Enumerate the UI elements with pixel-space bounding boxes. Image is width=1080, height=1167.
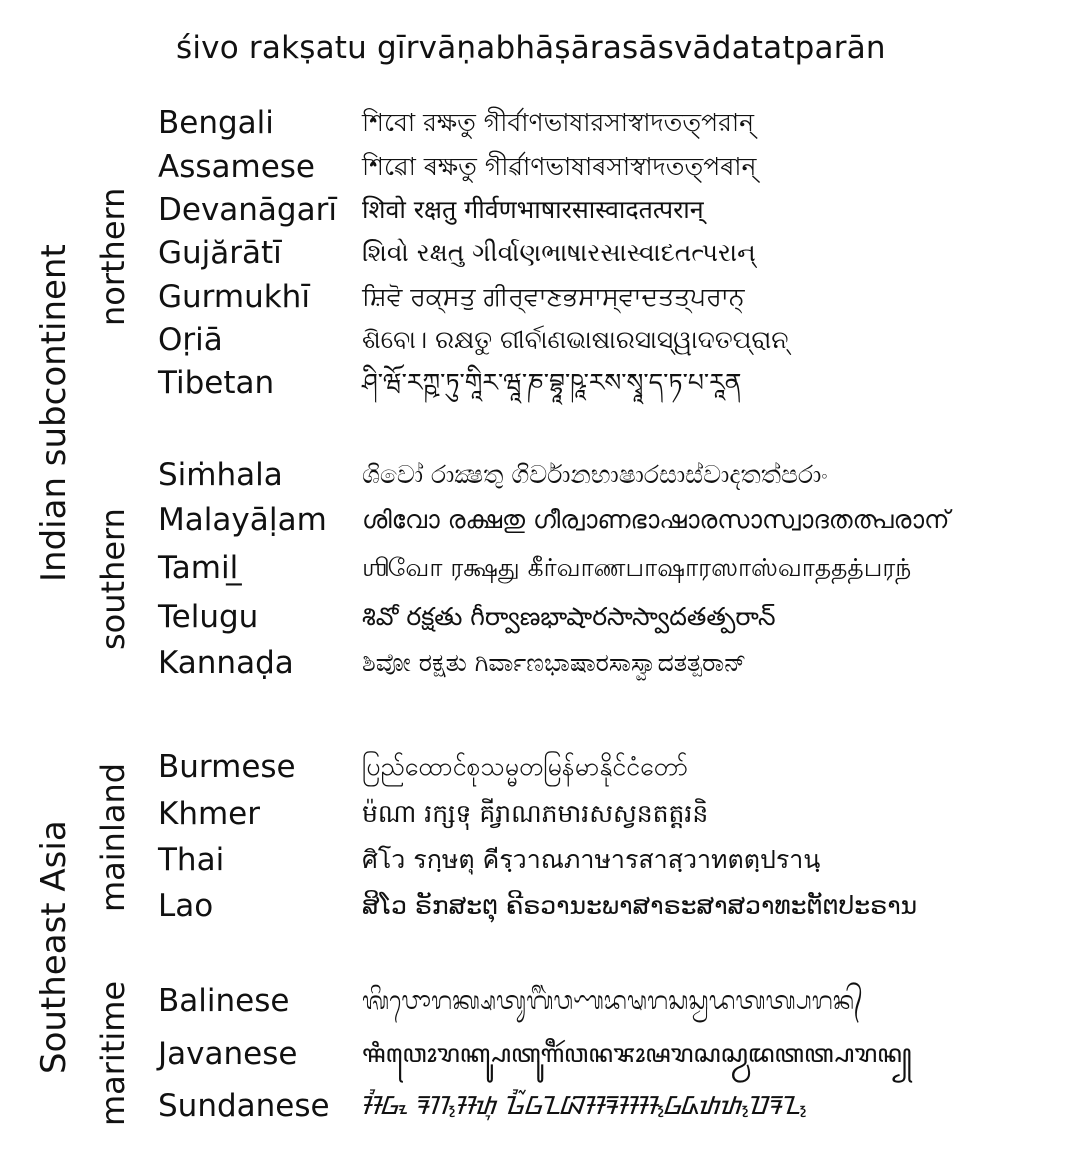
script-name: Tibetan <box>158 365 275 401</box>
script-sample: ಶಿವೋ ರಕ್ಷತು ಗಿರ್ವಾಣಭಾಷಾರಸಾಸ್ವಾದತತ್ಪರಾನ್ <box>362 648 747 677</box>
script-sample: ศิโว รกฺษตุ คีรฺวาณภาษารสาสฺวาทตตฺปรานฺ <box>362 845 821 874</box>
script-sample: ម៉ណា រក្សទុ គីរ្វាណភមារសស្វនតត្តរនិ <box>362 799 709 828</box>
script-name: Lao <box>158 888 214 924</box>
script-name: Javanese <box>158 1036 298 1072</box>
script-name: Thai <box>158 842 225 878</box>
script-name: Oṛiā <box>158 322 223 358</box>
script-sample: ශිවෝ රාක්‍ෂතු ගිර්වානභාෂාරසාස්වාදතත්පරාං <box>362 460 828 489</box>
script-sample: ଶିବୋ। ରକ୍ଷତୁ ଗୀର୍ବାଣଭାଷାରସାସ୍ୱାଦତପ୍ରାନ୍ <box>362 325 789 354</box>
script-sample: শিবো রক্ষতু গীর্বাণভাষারসাস্বাদতত্পরান্ <box>362 108 755 137</box>
group-label-southeast-asia: Southeast Asia <box>34 820 74 1074</box>
script-name: Malayāḷam <box>158 502 327 538</box>
script-name: Bengali <box>158 105 274 141</box>
script-name: Gujărātī <box>158 235 282 271</box>
script-sample: शिवो रक्षतु गीर्वणभाषारसास्वादतत्परान् <box>362 195 704 224</box>
script-sample: ပြည်ထောင်စုသမ္မတမြန်မာနိုင်ငံတော် <box>362 752 689 781</box>
script-name: Siṁhala <box>158 457 283 493</box>
script-sample: ສິໂວ ຣັກສະຕຸ ຄີຣວານະພາສາຣະສາສວາທະຕັຕປະຣານ <box>362 891 918 920</box>
script-name: Assamese <box>158 149 315 185</box>
script-name: Kannaḍa <box>158 645 294 681</box>
script-sample: ཤི་ཝོ་རཀྵ་ཏུ་གཱིར་ཝཱ་ཎ་བྷཱ་ཥཱ་རས་སྭཱ་ད་ཏ་པ་རཱན <box>362 368 742 397</box>
script-sample: শিৱো ৰক্ষতু গীৰ্ৱাণভাষাৰসাস্বাদতত্পৰান্ <box>362 152 757 181</box>
script-name: Khmer <box>158 796 260 832</box>
script-sample: శివో రక్షతు గీర్వాణభాషారసాస్వాదతత్పరాన్ <box>362 602 776 631</box>
script-sample: ᬰᬶᬯᭀᬭᬓ᭄ᬱᬢᬸᬕᬷᬃᬯᬡᬪᬱᬭᬲᬲ᭄ᬯᬤᬢᬢ᭄ᬧᬭᬦ᭄ <box>362 986 863 1015</box>
script-sample: ਸ਼ਿਵੋ ਰਕ੍ਸਤੁ ਗੀਰ੍ਵਾਣਭਸਾਸ੍ਵਾਦਤਤ੍ਪਰਾਨ੍ <box>362 282 745 311</box>
script-name: Devanāgarī <box>158 192 337 228</box>
script-name: Sundanese <box>158 1088 330 1124</box>
script-name: Gurmukhī <box>158 279 310 315</box>
script-sample: ശിവോ രക്ഷതു ഗീര്വാണഭാഷാരസാസ്വാദതത്പരാന് <box>362 505 950 534</box>
group-label-indian-subcontinent: Indian subcontinent <box>34 244 74 582</box>
page-title: śivo rakṣatu gīrvāṇabhāṣārasāsvādatatparān <box>176 30 886 66</box>
subgroup-label-mainland: mainland <box>94 762 132 912</box>
script-sample: ஶிவோ ரக்ஷது கீர்வாணபாஷாரஸாஸ்வாததத்பரந் <box>362 553 912 582</box>
script-sample: શિવો રક્ષતુ ગીર્વાણભાષારસાસ્વાદતત્પરાન્ <box>362 238 756 267</box>
script-sample: ᮞᮤᮝᮧ ᮛᮊ᮪ᮞᮒᮥ ᮌᮤᮁᮝᮔᮘᮞᮛᮞᮞ᮪ᮝᮓᮒᮒ᮪ᮕᮛᮔ᮪ <box>362 1091 808 1120</box>
script-name: Burmese <box>158 749 296 785</box>
subgroup-label-maritime: maritime <box>94 980 132 1126</box>
subgroup-label-northern: northern <box>94 187 132 326</box>
subgroup-label-southern: southern <box>94 508 132 650</box>
script-sample: ꦯꦶꦮꦺꦴꦫꦏ꧀ꦰꦠꦸꦒꦷꦂꦮꦤꦨꦴꦰꦫꦱꦱ꧀ꦮꦢꦠꦠ꧀ꦥꦫꦤ꧀ <box>362 1039 912 1068</box>
script-name: Balinese <box>158 983 290 1019</box>
script-name: Tamil̲ <box>158 550 239 586</box>
script-name: Telugu <box>158 599 259 635</box>
